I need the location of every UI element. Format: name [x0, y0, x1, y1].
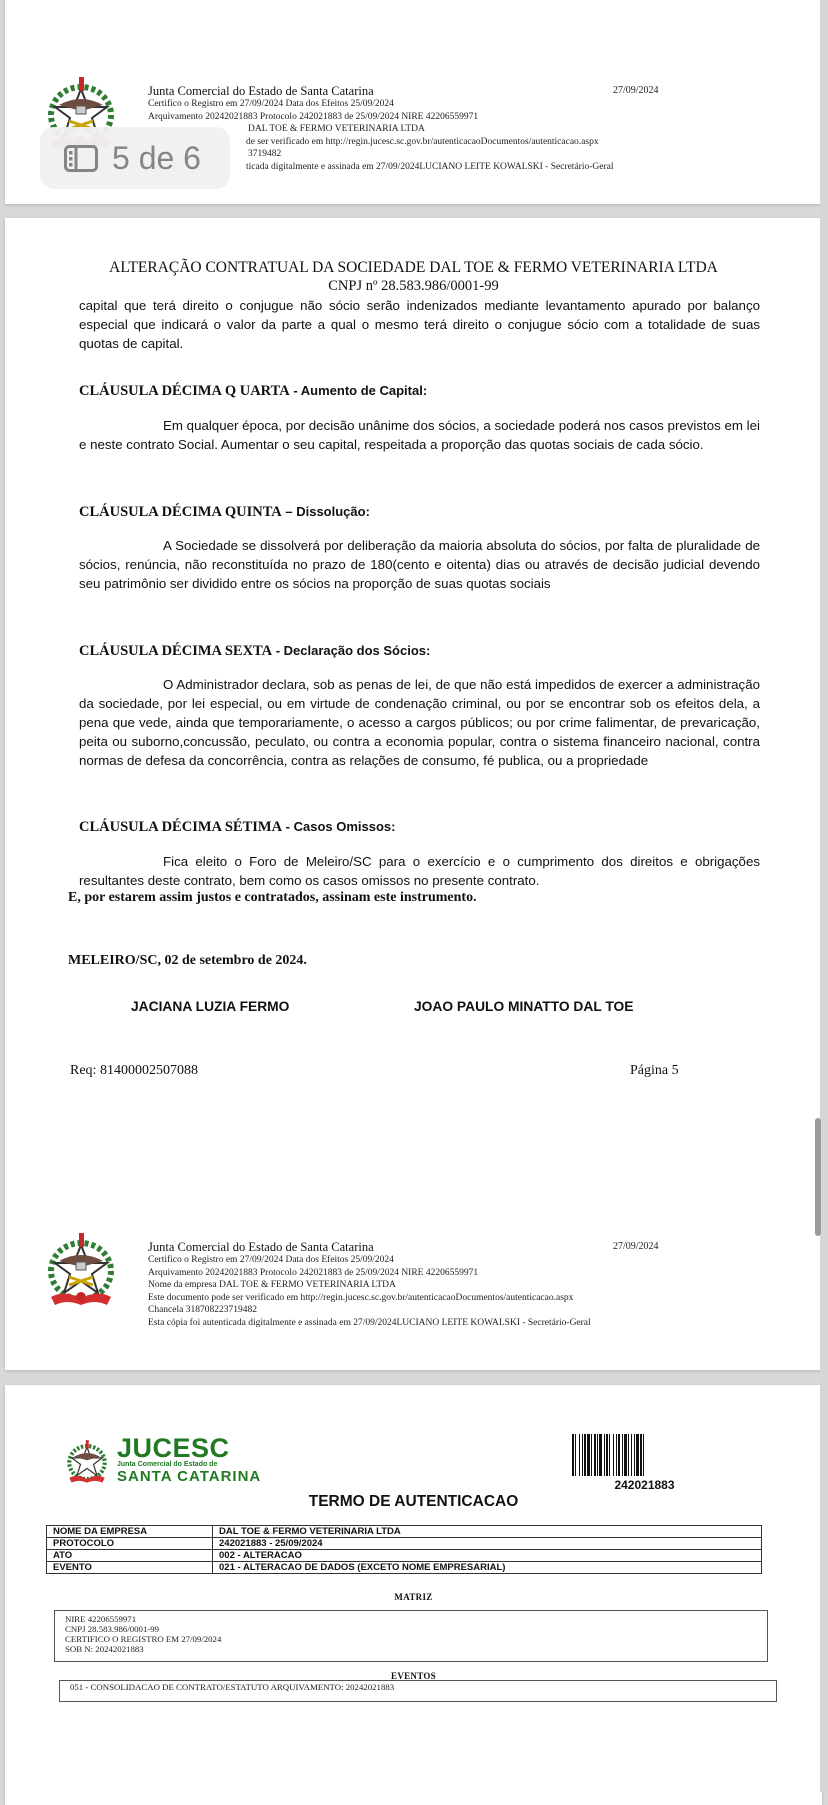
- matriz-box: [54, 1610, 768, 1662]
- matriz-label: MATRIZ: [394, 1592, 433, 1602]
- clause-heading-14: [79, 383, 427, 400]
- barcode: [572, 1434, 717, 1476]
- table-value: 242021883 - 25/09/2024: [213, 1538, 762, 1550]
- stamp-line: Este documento pode ser verificado em http://regin.jucesc.sc.gov.br/autenticacaoDocumentos/autenticacao.aspx: [148, 1292, 574, 1303]
- intro-paragraph: capital que terá direito o conjugue não sócio serão indenizados mediante levantamento apurado por balanço especial que indicará o valor da parte a qual o mesmo terá direito o conjugue sócio com a totalidade de suas quotas de capital.: [79, 298, 760, 351]
- matriz-line: SOB N: 20242021883: [65, 1644, 144, 1654]
- matriz-line: NIRE 42206559971: [65, 1614, 137, 1624]
- santa-catarina-coat-of-arms-icon: [45, 1231, 117, 1309]
- jucesc-logo-title: JUCESC: [117, 1433, 230, 1463]
- signatory-1: JACIANA LUZIA FERMO: [131, 999, 290, 1014]
- jucesc-logo-state: SANTA CATARINA: [117, 1468, 262, 1485]
- stamp-title: Junta Comercial do Estado de Santa Catarina: [148, 84, 374, 98]
- jucesc-stamp: [45, 1231, 665, 1341]
- clause-text-16: O Administrador declara, sob as penas de lei, de que não está impedidos de exercer a administração da sociedade, por lei especial, ou em virtude de condenação criminal, ou por se encontrar sob os efeitos dela, a pena que vede, ainda que temporariamente, o acesso a cargos públicos; ou por crime falimentar, de prevaricação, peita ou suborno,concussão, peculato, ou contra a economia popular, contra o sistema financeiro nacional, contra normas de defesa da concorrência, contra as relações de consumo, fé publica, ou a propriedade: [79, 677, 760, 768]
- clause-text-15: A Sociedade se dissolverá por deliberação da maioria absoluta do sócios, por falta de pluralidade de sócios, renúncia, não reconstituída no prazo de 180(cento e oitenta) dias ou através de decisão judicial devendo seu patrimônio ser dividido entre os sócios na proporção de suas quotas sociais: [79, 538, 760, 591]
- stamp-date: 27/09/2024: [613, 85, 659, 96]
- closing-statement: E, por estarem assim justos e contratados, assinam este instrumento.: [68, 890, 477, 905]
- clause-subtitle: - Declaração dos Sócios:: [272, 643, 431, 658]
- pdf-page-5: [5, 218, 822, 1370]
- clause-heading-text: CLÁUSULA DÉCIMA SÉTIMA: [79, 819, 283, 835]
- matriz-line: CNPJ 28.583.986/0001-99: [65, 1624, 160, 1634]
- table-key: NOME DA EMPRESA: [47, 1526, 213, 1538]
- place-date: MELEIRO/SC, 02 de setembro de 2024.: [68, 953, 307, 968]
- document-title: ALTERAÇÃO CONTRATUAL DA SOCIEDADE DAL TOE & FERMO VETERINARIA LTDA: [109, 259, 718, 276]
- table-value: DAL TOE & FERMO VETERINARIA LTDA: [213, 1526, 762, 1538]
- table-value: 002 - ALTERACAO: [213, 1550, 762, 1562]
- stamp-line: de ser verificado em http://regin.jucesc.sc.gov.br/autenticacaoDocumentos/autenticacao.aspx: [246, 136, 599, 147]
- clause-heading-text: CLÁUSULA DÉCIMA SEXTA: [79, 643, 273, 659]
- pdf-page-6: [5, 1385, 822, 1805]
- page-number-label: Página 5: [630, 1063, 679, 1078]
- termo-title: TERMO DE AUTENTICACAO: [308, 1493, 519, 1510]
- signatory-2: JOAO PAULO MINATTO DAL TOE: [414, 999, 634, 1014]
- jucesc-emblem-icon: [63, 1439, 111, 1485]
- stamp-line: DAL TOE & FERMO VETERINARIA LTDA: [248, 124, 425, 135]
- table-row: [47, 1550, 762, 1562]
- stamp-line: Certifico o Registro em 27/09/2024 Data dos Efeitos 25/09/2024: [148, 1255, 394, 1265]
- table-row: [47, 1526, 762, 1538]
- clause-heading-17: [79, 819, 395, 836]
- table-value: 021 - ALTERACAO DE DADOS (EXCETO NOME EMPRESARIAL): [213, 1562, 762, 1574]
- clause-heading-15: [79, 504, 370, 521]
- table-key: EVENTO: [47, 1562, 213, 1574]
- clause-heading-text: CLÁUSULA DÉCIMA Q UARTA: [79, 383, 290, 399]
- matriz-line: CERTIFICO O REGISTRO EM 27/09/2024: [65, 1634, 222, 1644]
- page-indicator-label: 5 de 6: [112, 139, 201, 176]
- clause-heading-16: [79, 643, 430, 660]
- stamp-line: Chancela 318708223719482: [148, 1305, 257, 1316]
- barcode-number: 242021883: [614, 1478, 675, 1492]
- eventos-label: EVENTOS: [391, 1671, 436, 1681]
- eventos-box: [59, 1680, 777, 1702]
- table-row: [47, 1562, 762, 1574]
- stamp-line: ticada digitalmente e assinada em 27/09/2024LUCIANO LEITE KOWALSKI - Secretário-Geral: [246, 161, 614, 172]
- page-indicator[interactable]: [40, 127, 230, 189]
- table-row: [47, 1538, 762, 1550]
- stamp-line: Nome da empresa DAL TOE & FERMO VETERINARIA LTDA: [148, 1280, 396, 1291]
- evento-line: 051 - CONSOLIDACAO DE CONTRATO/ESTATUTO ARQUIVAMENTO: 20242021883: [70, 1682, 395, 1692]
- table-key: ATO: [47, 1550, 213, 1562]
- clause-subtitle: - Casos Omissos:: [282, 819, 396, 834]
- request-number: Req: 81400002507088: [70, 1063, 198, 1078]
- document-cnpj: CNPJ nº 28.583.986/0001-99: [328, 278, 499, 294]
- clause-text-14: Em qualquer época, por decisão unânime dos sócios, a sociedade poderá nos casos previstos em lei e neste contrato Social. Aumentar o seu capital, respeitada a proporção das quotas sociais de cada sócio.: [79, 418, 760, 452]
- stamp-date: 27/09/2024: [613, 1241, 659, 1252]
- stamp-line: Arquivamento 20242021883 Protocolo 242021883 de 25/09/2024 NIRE 42206559971: [148, 111, 479, 122]
- clause-heading-text: CLÁUSULA DÉCIMA QUINTA: [79, 504, 282, 520]
- stamp-line: 3719482: [248, 149, 282, 160]
- scrollbar-track[interactable]: [820, 0, 828, 1792]
- jucesc-logo-subtitle: Junta Comercial do Estado de: [117, 1461, 218, 1468]
- table-key: PROTOCOLO: [47, 1538, 213, 1550]
- clause-subtitle: - Aumento de Capital:: [289, 383, 428, 398]
- sidebar-toggle-icon: [64, 145, 98, 172]
- stamp-title: Junta Comercial do Estado de Santa Catarina: [148, 1240, 374, 1254]
- clause-subtitle: – Dissolução:: [281, 504, 370, 519]
- scrollbar-thumb[interactable]: [815, 1118, 821, 1236]
- stamp-line: Certifico o Registro em 27/09/2024 Data dos Efeitos 25/09/2024: [148, 99, 394, 109]
- stamp-line: Esta cópia foi autenticada digitalmente e assinada em 27/09/2024LUCIANO LEITE KOWALSKI - Secretário-Geral: [148, 1317, 591, 1328]
- jucesc-logo: [63, 1435, 293, 1487]
- clause-text-17: Fica eleito o Foro de Meleiro/SC para o exercício e o cumprimento dos direitos e obrigações resultantes deste contrato, bem como os casos omissos no presente contrato.: [79, 854, 760, 888]
- termo-info-table: [46, 1525, 762, 1574]
- stamp-line: Arquivamento 20242021883 Protocolo 242021883 de 25/09/2024 NIRE 42206559971: [148, 1267, 479, 1278]
